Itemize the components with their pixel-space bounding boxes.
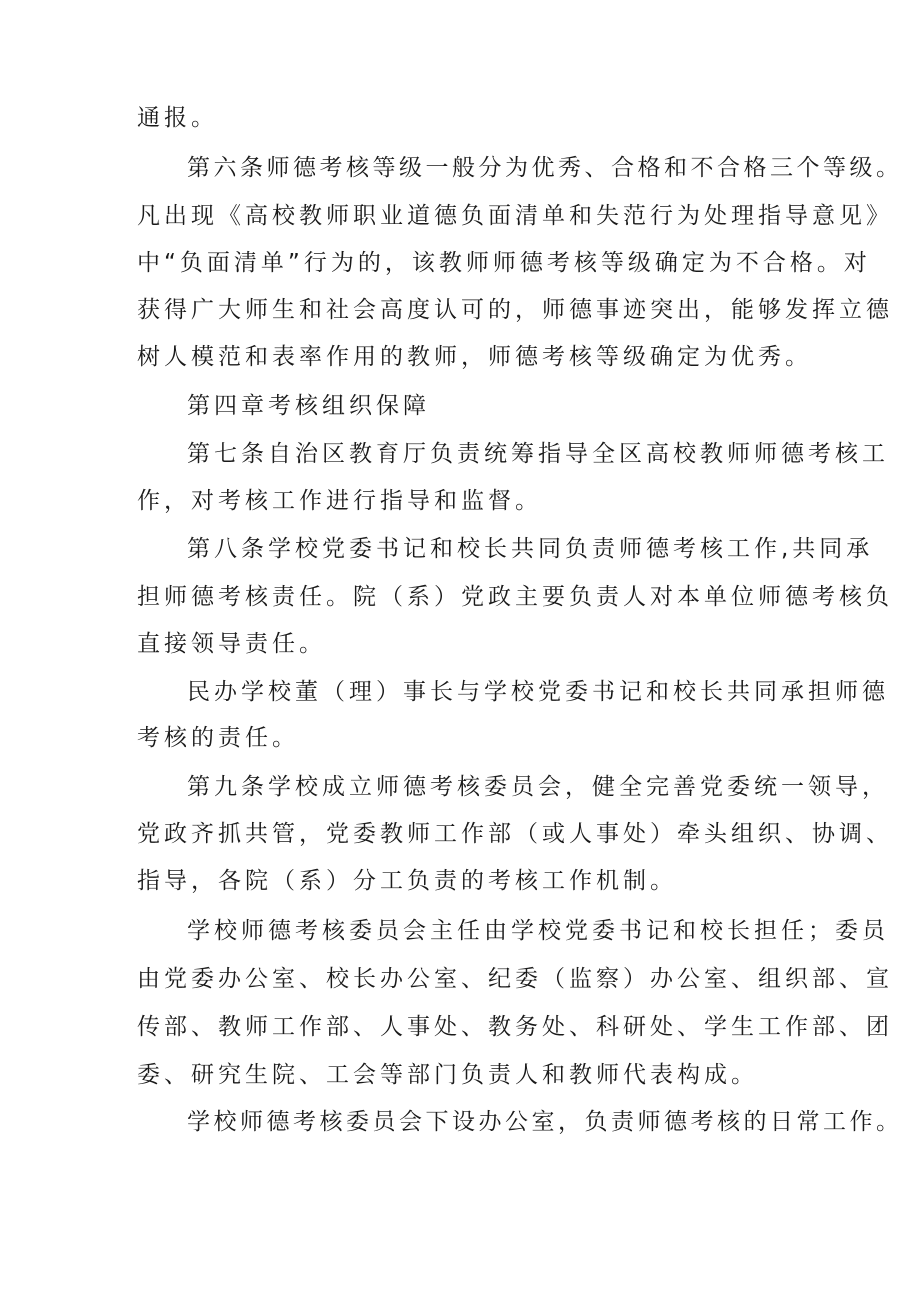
text-line: 凡出现《高校教师职业道德负面清单和失范行为处理指导意见》 <box>137 203 893 229</box>
text-line: 民办学校董（理）事长与学校党委书记和校长共同承担师德 <box>187 679 889 705</box>
text-line: 学校师德考核委员会主任由学校党委书记和校长担任；委员 <box>187 918 889 944</box>
text-line: 由党委办公室、校长办公室、纪委（监察）办公室、组织部、宣 <box>137 966 893 992</box>
chapter-heading: 第四章考核组织保障 <box>187 393 430 419</box>
text-line: 作，对考核工作进行指导和监督。 <box>137 488 542 514</box>
text-line: 第八条学校党委书记和校长共同负责师德考核工作,共同承 <box>187 536 874 562</box>
text-line: 传部、教师工作部、人事处、教务处、科研处、学生工作部、团 <box>137 1014 893 1040</box>
text-line: 第九条学校成立师德考核委员会，健全完善党委统一领导， <box>187 774 889 800</box>
text-line: 第七条自治区教育厅负责统筹指导全区高校教师师德考核工 <box>187 441 889 467</box>
text-line: 中“负面清单”行为的，该教师师德考核等级确定为不合格。对 <box>137 250 871 276</box>
text-line: 考核的责任。 <box>137 725 299 751</box>
text-line: 党政齐抓共管，党委教师工作部（或人事处）牵头组织、协调、 <box>137 821 893 847</box>
text-line: 指导，各院（系）分工负责的考核工作机制。 <box>137 868 677 894</box>
text-line: 学校师德考核委员会下设办公室，负责师德考核的日常工作。 <box>187 1109 903 1135</box>
text-line: 树人模范和表率作用的教师，师德考核等级确定为优秀。 <box>137 344 812 370</box>
text-line: 第六条师德考核等级一般分为优秀、合格和不合格三个等级。 <box>187 155 903 181</box>
text-line: 通报。 <box>137 105 218 131</box>
text-line: 担师德考核责任。院（系）党政主要负责人对本单位师德考核负 <box>137 584 893 610</box>
text-line: 获得广大师生和社会高度认可的，师德事迹突出，能够发挥立德 <box>137 297 893 323</box>
text-line: 委、研究生院、工会等部门负责人和教师代表构成。 <box>137 1062 758 1088</box>
text-line: 直接领导责任。 <box>137 631 326 657</box>
